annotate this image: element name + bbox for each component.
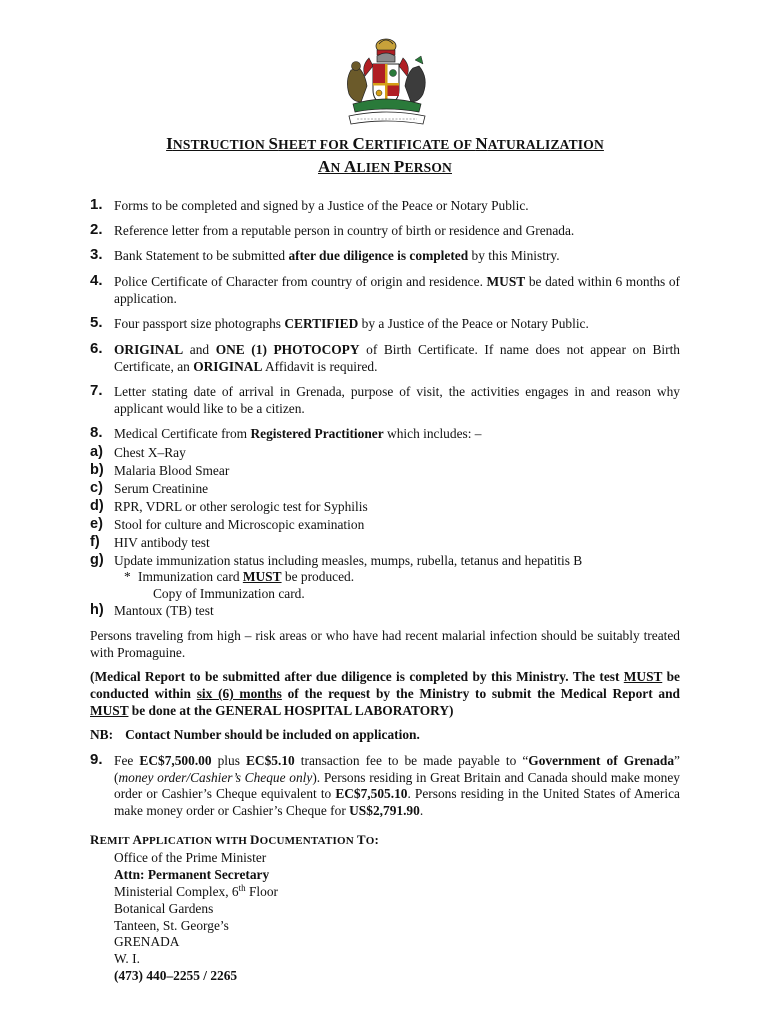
medical-test-item: c) Serum Creatinine: [90, 480, 209, 496]
address-building: Ministerial Complex, 6th Floor: [114, 883, 278, 899]
address-office: Office of the Prime Minister: [114, 850, 267, 865]
item-text: Bank Statement to be submitted after due diligence is completed by this Ministry.: [114, 248, 560, 263]
medical-test-item: a) Chest X–Ray: [90, 444, 186, 460]
item-text: Medical Certificate from Registered Practitioner which includes: –: [114, 426, 482, 441]
item-text: Four passport size photographs CERTIFIED by a Justice of the Peace or Notary Public.: [114, 316, 589, 331]
address-street: Botanical Gardens: [114, 901, 214, 916]
item-number: 9.: [90, 751, 103, 768]
address-phone: (473) 440–2255 / 2265: [114, 968, 238, 983]
medical-report-note: (Medical Report to be submitted after due diligence is completed by this Ministry. The test MUST be conducted within six (6) months of the request by the Ministry to submit the Medical Report and MUST be done at the GENERAL HOSPITAL LABORATORY): [90, 669, 680, 718]
item-number: 1.: [90, 196, 103, 213]
item-text: Reference letter from a reputable person in country of birth or residence and Grenada.: [114, 223, 575, 238]
item-number: 8.: [90, 424, 103, 441]
medical-test-item: d) RPR, VDRL or other serologic test for Syphilis: [90, 498, 368, 514]
grenada-coat-of-arms-emblem: [339, 36, 434, 130]
item-number: 5.: [90, 314, 103, 331]
nb-contact-note: NB: Contact Number should be included on application.: [90, 727, 420, 742]
item-number: 6.: [90, 340, 103, 357]
item-text: Fee EC$7,500.00 plus EC$5.10 transaction fee to be made payable to “Government of Grenada” (money order/Cashier’s Cheque only). Persons residing in Great Britain and Canada should make money order or Cashier’s Cheque equivalent to EC$7,505.10. Persons residing in the United States of America make money order or Cashier’s Cheque for US$2,791.90.: [114, 753, 680, 819]
item-text: Forms to be completed and signed by a Justice of the Peace or Notary Public.: [114, 198, 529, 213]
item-number: 7.: [90, 382, 103, 399]
medical-test-item: g) Update immunization status including measles, mumps, rubella, tetanus and hepatitis B: [90, 552, 583, 568]
item-text: Letter stating date of arrival in Grenada, purpose of visit, the activities engages in and reason why applicant would like to be a citizen.: [114, 384, 680, 416]
address-country: GRENADA: [114, 934, 180, 949]
address-city: Tanteen, St. George’s: [114, 918, 229, 933]
item-number: 2.: [90, 221, 103, 238]
address-region: W. I.: [114, 951, 140, 966]
remit-heading: REMIT APPLICATION WITH DOCUMENTATION TO:: [90, 832, 379, 847]
medical-test-item: f) HIV antibody test: [90, 534, 210, 550]
document-title-line-1: INSTRUCTION SHEET FOR CERTIFICATE OF NATURALIZATION: [166, 134, 604, 153]
item-number: 4.: [90, 272, 103, 289]
medical-test-item: h) Mantoux (TB) test: [90, 602, 214, 618]
item-text: ORIGINAL and ONE (1) PHOTOCOPY of Birth Certificate. If name does not appear on Birth Certificate, an ORIGINAL Affidavit is required.: [114, 342, 681, 374]
address-attention: Attn: Permanent Secretary: [114, 867, 270, 882]
document-title-line-2: AN ALIEN PERSON: [318, 157, 452, 176]
medical-test-item: b) Malaria Blood Smear: [90, 462, 230, 478]
item-text: Police Certificate of Character from country of origin and residence. MUST be dated within 6 months of application.: [114, 274, 680, 306]
travel-risk-note: Persons traveling from high – risk areas or who have had recent malarial infection should be suitably treated with Promaguine.: [90, 628, 680, 660]
immunization-card-note: * Immunization card MUST be produced.: [124, 569, 355, 584]
item-number: 3.: [90, 246, 103, 263]
medical-test-item: e) Stool for culture and Microscopic examination: [90, 516, 365, 532]
immunization-copy-note: Copy of Immunization card.: [153, 586, 305, 601]
